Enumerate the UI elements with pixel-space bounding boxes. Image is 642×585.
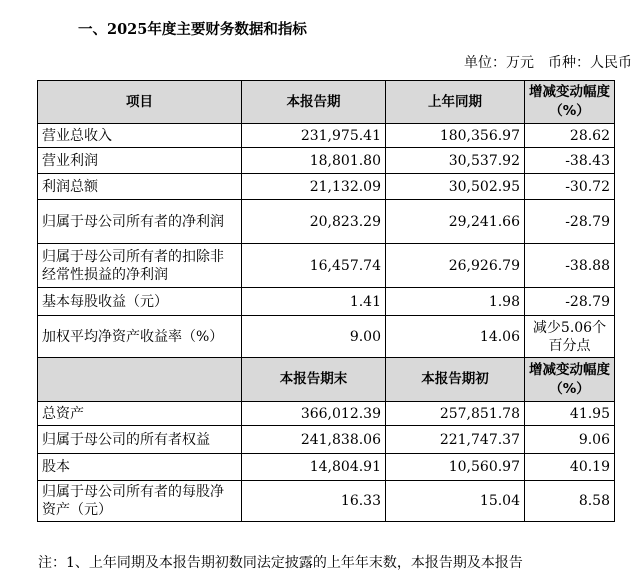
row-current: 16,457.74 (242, 244, 386, 288)
row-item: 股本 (38, 454, 242, 481)
row-change: -28.79 (525, 288, 615, 316)
row-current: 9.00 (242, 316, 386, 358)
row-change: -38.43 (525, 148, 615, 174)
row-change: 8.58 (525, 481, 615, 522)
table-row (38, 148, 615, 174)
table-row (38, 288, 615, 316)
row-change: 41.95 (525, 402, 615, 426)
table-row (38, 200, 615, 244)
row-item: 营业利润 (38, 148, 242, 174)
row-item: 利润总额 (38, 174, 242, 200)
row-prior: 26,926.79 (386, 244, 525, 288)
row-item: 加权平均净资产收益率（%） (38, 316, 242, 358)
row-item: 归属于母公司的所有者权益 (38, 426, 242, 454)
table-row (38, 454, 615, 481)
footnote: 注：1、上年同期及本报告期初数同法定披露的上年年末数，本报告期及本报告 (38, 555, 523, 571)
header-change-pct: 增减变动幅度（%） (525, 81, 615, 124)
row-current: 21,132.09 (242, 174, 386, 200)
row-item: 总资产 (38, 402, 242, 426)
row-current: 14,804.91 (242, 454, 386, 481)
row-current: 16.33 (242, 481, 386, 522)
row-prior: 10,560.97 (386, 454, 525, 481)
row-prior: 29,241.66 (386, 200, 525, 244)
row-prior: 180,356.97 (386, 124, 525, 148)
header-item: 项目 (38, 81, 242, 124)
row-current: 231,975.41 (242, 124, 386, 148)
section-title: 一、2025年度主要财务数据和指标 (78, 21, 307, 38)
row-prior: 14.06 (386, 316, 525, 358)
unit-currency-line: 单位：万元 币种：人民币 (464, 55, 632, 71)
row-change: -30.72 (525, 174, 615, 200)
row-change: 减少5.06个百分点 (525, 316, 615, 358)
row-prior: 1.98 (386, 288, 525, 316)
header-change-pct: 增减变动幅度（%） (525, 358, 615, 402)
row-prior: 257,851.78 (386, 402, 525, 426)
header-period-end: 本报告期末 (242, 358, 386, 402)
row-change: 40.19 (525, 454, 615, 481)
row-change: -28.79 (525, 200, 615, 244)
table-row (38, 316, 615, 358)
row-change: 9.06 (525, 426, 615, 454)
row-item: 归属于母公司所有者的扣除非经常性损益的净利润 (38, 244, 242, 288)
header-current-period: 本报告期 (242, 81, 386, 124)
row-current: 1.41 (242, 288, 386, 316)
table-row (38, 124, 615, 148)
row-current: 20,823.29 (242, 200, 386, 244)
row-change: 28.62 (525, 124, 615, 148)
header-period-start: 本报告期初 (386, 358, 525, 402)
subheader-blank (38, 358, 242, 402)
row-prior: 221,747.37 (386, 426, 525, 454)
financial-data-table (37, 80, 615, 522)
row-current: 18,801.80 (242, 148, 386, 174)
table-subheader-row (38, 358, 615, 402)
row-item: 营业总收入 (38, 124, 242, 148)
row-prior: 15.04 (386, 481, 525, 522)
table-header-row (38, 81, 615, 124)
table-row (38, 402, 615, 426)
table-row (38, 481, 615, 522)
header-prior-period: 上年同期 (386, 81, 525, 124)
row-item: 基本每股收益（元） (38, 288, 242, 316)
table-row (38, 174, 615, 200)
row-current: 366,012.39 (242, 402, 386, 426)
row-current: 241,838.06 (242, 426, 386, 454)
row-item: 归属于母公司所有者的每股净资产（元） (38, 481, 242, 522)
row-prior: 30,502.95 (386, 174, 525, 200)
row-prior: 30,537.92 (386, 148, 525, 174)
table-row (38, 426, 615, 454)
row-change: -38.88 (525, 244, 615, 288)
table-row (38, 244, 615, 288)
row-item: 归属于母公司所有者的净利润 (38, 200, 242, 244)
